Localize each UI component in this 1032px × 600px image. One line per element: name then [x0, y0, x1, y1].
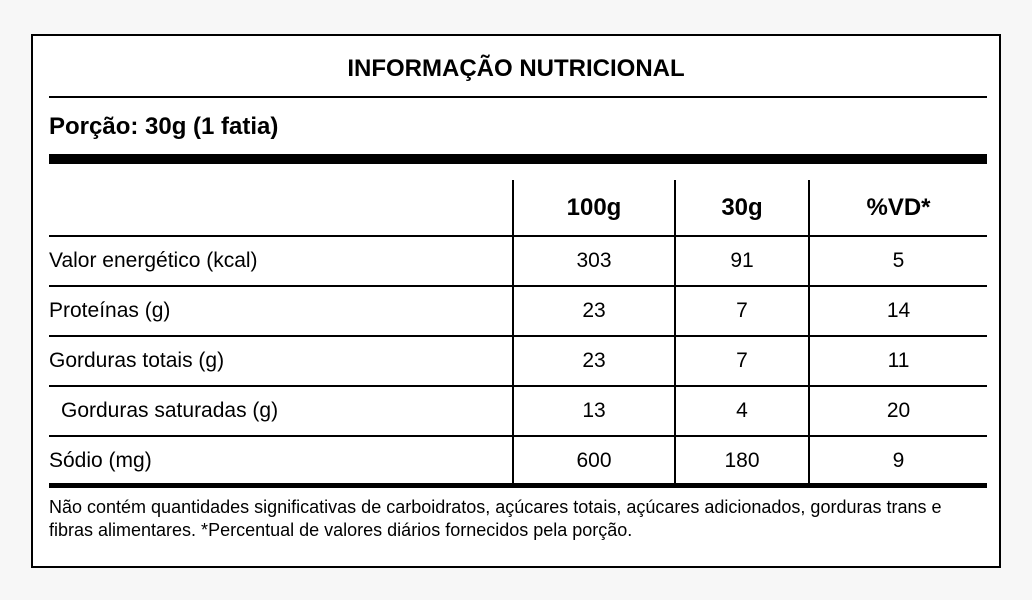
table-row: [49, 436, 987, 485]
row-value-100g: 23: [513, 336, 675, 386]
row-label: Gorduras totais (g): [49, 336, 513, 386]
header-nutrient: [49, 180, 513, 236]
row-value-vd: 11: [809, 336, 987, 386]
row-value-100g: 600: [513, 436, 675, 485]
row-value-vd: 14: [809, 286, 987, 336]
table-row: [49, 386, 987, 436]
row-value-30g: 4: [675, 386, 809, 436]
table-row: [49, 286, 987, 336]
row-value-30g: 91: [675, 236, 809, 286]
footnote: Não contém quantidades significativas de carboidratos, açúcares totais, açúcares adicionados, gorduras trans e fibras alimentares. *Percentual de valores diários fornecidos pela porção.: [49, 497, 942, 540]
row-value-vd: 5: [809, 236, 987, 286]
row-value-vd: 20: [809, 386, 987, 436]
row-value-vd: 9: [809, 436, 987, 485]
row-label: Proteínas (g): [49, 286, 513, 336]
row-label: Gorduras saturadas (g): [49, 386, 513, 436]
header-vd: %VD*: [809, 180, 987, 236]
row-label: Valor energético (kcal): [49, 236, 513, 286]
row-value-100g: 13: [513, 386, 675, 436]
header-30g: 30g: [675, 180, 809, 236]
header-100g: 100g: [513, 180, 675, 236]
portion-size: Porção: 30g (1 fatia): [49, 113, 279, 140]
portion-thick-divider: [49, 154, 987, 164]
table-header-row: [49, 180, 987, 236]
table-row: [49, 336, 987, 386]
nutrition-title: INFORMAÇÃO NUTRICIONAL: [347, 55, 685, 82]
nutrition-table: [49, 180, 987, 485]
table-bottom-thick-divider: [49, 483, 987, 488]
row-value-30g: 7: [675, 336, 809, 386]
row-value-100g: 303: [513, 236, 675, 286]
row-value-30g: 7: [675, 286, 809, 336]
row-value-30g: 180: [675, 436, 809, 485]
nutrition-facts-panel: [31, 34, 1001, 568]
row-value-100g: 23: [513, 286, 675, 336]
title-divider: [49, 96, 987, 98]
table-row: [49, 236, 987, 286]
row-label: Sódio (mg): [49, 449, 152, 472]
